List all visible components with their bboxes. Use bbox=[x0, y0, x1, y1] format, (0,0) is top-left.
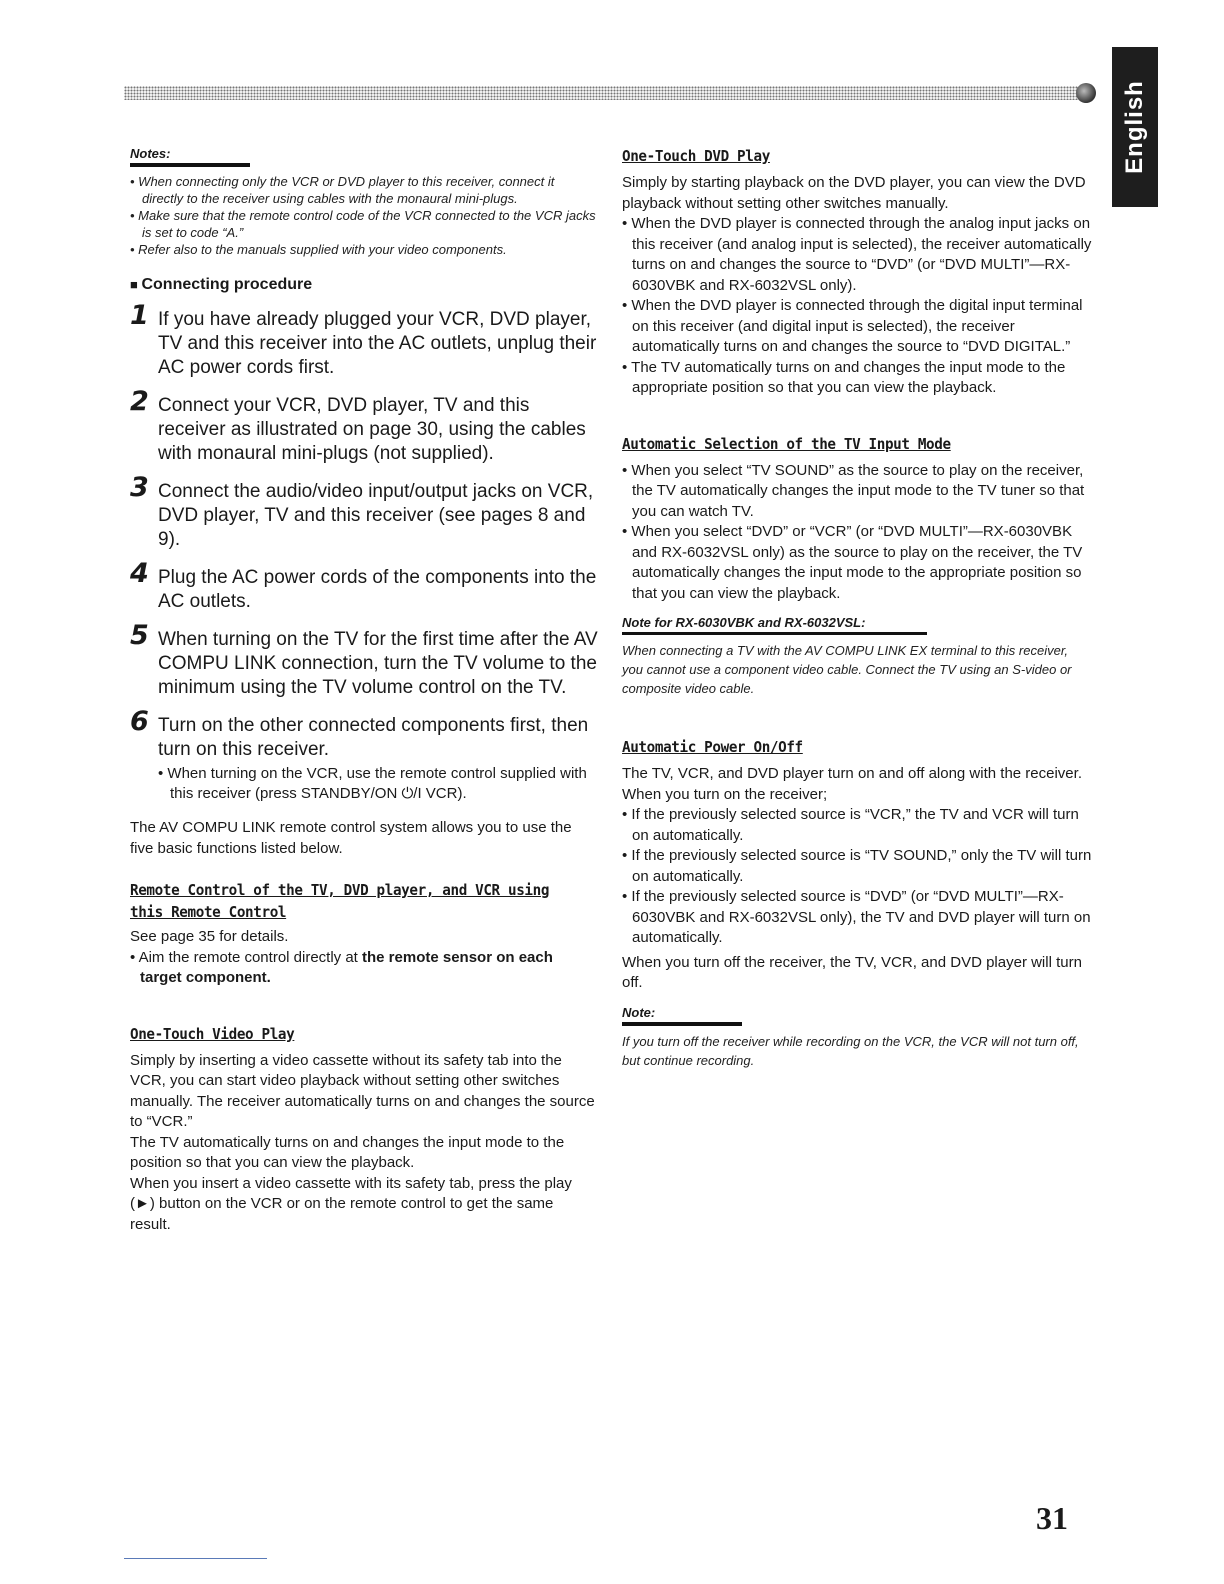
power-bullet: • If the previously selected source is “VCR,” the TV and VCR will turn on automatically. bbox=[622, 805, 1092, 846]
note-item: • Make sure that the remote control code of the VCR connected to the VCR jacks is set to code “A.” bbox=[130, 207, 598, 241]
step-item bbox=[130, 300, 598, 380]
tv-input-note-text: When connecting a TV with the AV COMPU LINK EX terminal to this receiver, you cannot use a component video cable. Connect the TV using an S-video or composite video cable. bbox=[622, 643, 1072, 696]
power-when-on: When you turn on the receiver; bbox=[622, 785, 828, 803]
footer-rule bbox=[124, 1558, 267, 1559]
power-heading: Automatic Power On/Off bbox=[622, 738, 803, 756]
dvd-play-bullets bbox=[622, 214, 1092, 399]
step-item bbox=[130, 706, 598, 804]
tv-input-bullets bbox=[622, 461, 1092, 605]
header-dotted-bar bbox=[124, 86, 1079, 100]
procedure-steps bbox=[130, 300, 598, 804]
power-bullets bbox=[622, 805, 1092, 949]
tv-input-bullet: • When you select “DVD” or “VCR” (or “DVD MULTI”—RX-6030VBK and RX-6032VSL only) as the source to play on the receiver, the TV automatically changes the input mode to the appropriate position so that you can view the playback. bbox=[622, 522, 1092, 604]
step-number: 6 bbox=[130, 706, 149, 737]
header-bar-end-dot bbox=[1076, 83, 1096, 103]
dvd-play-bullet: • When the DVD player is connected through the analog input jacks on this receiver (and analog input is selected), the receiver automatically turns on and changes the source to “DVD” (or “DVD MULTI”—RX-6030VBK and RX-6032VSL only). bbox=[622, 214, 1092, 296]
tv-input-bullet: • When you select “TV SOUND” as the source to play on the receiver, the TV automatically changes the input mode to the TV tuner so that you can watch TV. bbox=[622, 461, 1092, 523]
step-number: 5 bbox=[130, 620, 149, 651]
tv-input-section bbox=[622, 433, 1092, 699]
power-when-off: When you turn off the receiver, the TV, VCR, and DVD player will turn off. bbox=[622, 953, 1082, 991]
step-item bbox=[130, 558, 598, 614]
dvd-play-section bbox=[622, 145, 1092, 399]
power-note bbox=[622, 1004, 1092, 1070]
note-item: • When connecting only the VCR or DVD player to this receiver, connect it directly to the receiver using cables with the monaural mini-plugs. bbox=[130, 173, 598, 207]
power-intro: The TV, VCR, and DVD player turn on and off along with the receiver. bbox=[622, 765, 1082, 782]
tv-input-note-title: Note for RX-6030VBK and RX-6032VSL: bbox=[622, 615, 927, 635]
notes-title: Notes: bbox=[130, 146, 250, 167]
intro-text: The AV COMPU LINK remote control system allows you to use the five basic functions listed below. bbox=[130, 819, 572, 857]
remote-control-bullet bbox=[130, 948, 598, 989]
notes-list bbox=[130, 173, 598, 258]
remote-control-bullets bbox=[130, 948, 598, 989]
power-bullet: • If the previously selected source is “DVD” (or “DVD MULTI”—RX-6030VBK and RX-6032VSL only), the TV and DVD player will turn on automatically. bbox=[622, 887, 1092, 949]
power-bullet: • If the previously selected source is “TV SOUND,” only the TV will turn on automatically. bbox=[622, 846, 1092, 887]
video-play-paragraph: When you insert a video cassette with its safety tab, press the play (►) button on the VCR or on the remote control to get the same result. bbox=[130, 1174, 572, 1233]
step-text: Turn on the other connected components first, then turn on this receiver. bbox=[158, 715, 589, 760]
dvd-play-intro: Simply by starting playback on the DVD player, you can view the DVD playback without setting other switches manually. bbox=[622, 174, 1086, 212]
power-section bbox=[622, 736, 1092, 1070]
tv-input-heading: Automatic Selection of the TV Input Mode bbox=[622, 434, 951, 453]
right-column bbox=[622, 145, 1092, 1070]
bullet-bold-text: the remote sensor on each target component. bbox=[140, 948, 553, 986]
step-text: Connect the audio/video input/output jacks on VCR, DVD player, TV and this receiver (see pages 8 and 9). bbox=[158, 481, 594, 550]
remote-control-section bbox=[130, 879, 598, 989]
video-play-paragraph: The TV automatically turns on and changes the input mode to the position so that you can view the playback. bbox=[130, 1133, 565, 1171]
step-text: Plug the AC power cords of the components into the AC outlets. bbox=[158, 567, 597, 612]
step-number: 4 bbox=[130, 558, 149, 589]
video-play-paragraph: Simply by inserting a video cassette without its safety tab into the VCR, you can start video playback without setting other switches manually. The receiver automatically turns on and changes the source to “VCR.” bbox=[130, 1051, 595, 1130]
dvd-play-heading: One-Touch DVD Play bbox=[622, 147, 770, 165]
step-text: Connect your VCR, DVD player, TV and this receiver as illustrated on page 30, using the cables with monaural mini-plugs (not supplied). bbox=[158, 395, 586, 464]
power-note-title: Note: bbox=[622, 1005, 742, 1026]
step-number: 2 bbox=[130, 386, 149, 417]
step-text: If you have already plugged your VCR, DVD player, TV and this receiver into the AC outlets, unplug their AC power cords first. bbox=[158, 309, 597, 378]
step-item bbox=[130, 620, 598, 700]
tv-input-note bbox=[622, 614, 1092, 698]
step-sub-bullet: • When turning on the VCR, use the remote control supplied with this receiver (press STANDBY/ON ⏻/I VCR). bbox=[158, 764, 598, 804]
bullet-text: Aim the remote control directly at bbox=[138, 948, 363, 966]
page-number: 31 bbox=[1036, 1500, 1068, 1536]
dvd-play-bullet: • When the DVD player is connected through the digital input terminal on this receiver (and digital input is selected), the receiver automatically turns on and changes the source to “DVD DIGITAL.” bbox=[622, 296, 1092, 358]
step-item bbox=[130, 386, 598, 466]
step-item bbox=[130, 472, 598, 552]
note-item: • Refer also to the manuals supplied with your video components. bbox=[130, 241, 598, 258]
language-tab bbox=[1112, 47, 1158, 207]
step-number: 3 bbox=[130, 472, 149, 503]
video-play-heading: One-Touch Video Play bbox=[130, 1024, 295, 1043]
step-text: When turning on the TV for the first time after the AV COMPU LINK connection, turn the TV volume to the minimum using the TV volume control on the TV. bbox=[158, 629, 598, 698]
remote-control-text: See page 35 for details. bbox=[130, 928, 289, 945]
video-play-section bbox=[130, 1023, 598, 1236]
power-note-text: If you turn off the receiver while recording on the VCR, the VCR will not turn off, but continue recording. bbox=[622, 1033, 1079, 1068]
dvd-play-bullet: • The TV automatically turns on and changes the input mode to the appropriate position so that you can view the playback. bbox=[622, 358, 1092, 399]
left-column bbox=[130, 145, 598, 1235]
procedure-heading: ■ Connecting procedure bbox=[130, 276, 598, 294]
remote-control-heading: Remote Control of the TV, DVD player, and VCR using this Remote Control bbox=[130, 881, 550, 921]
step-number: 1 bbox=[130, 300, 149, 331]
language-tab-label: English bbox=[1121, 80, 1149, 174]
